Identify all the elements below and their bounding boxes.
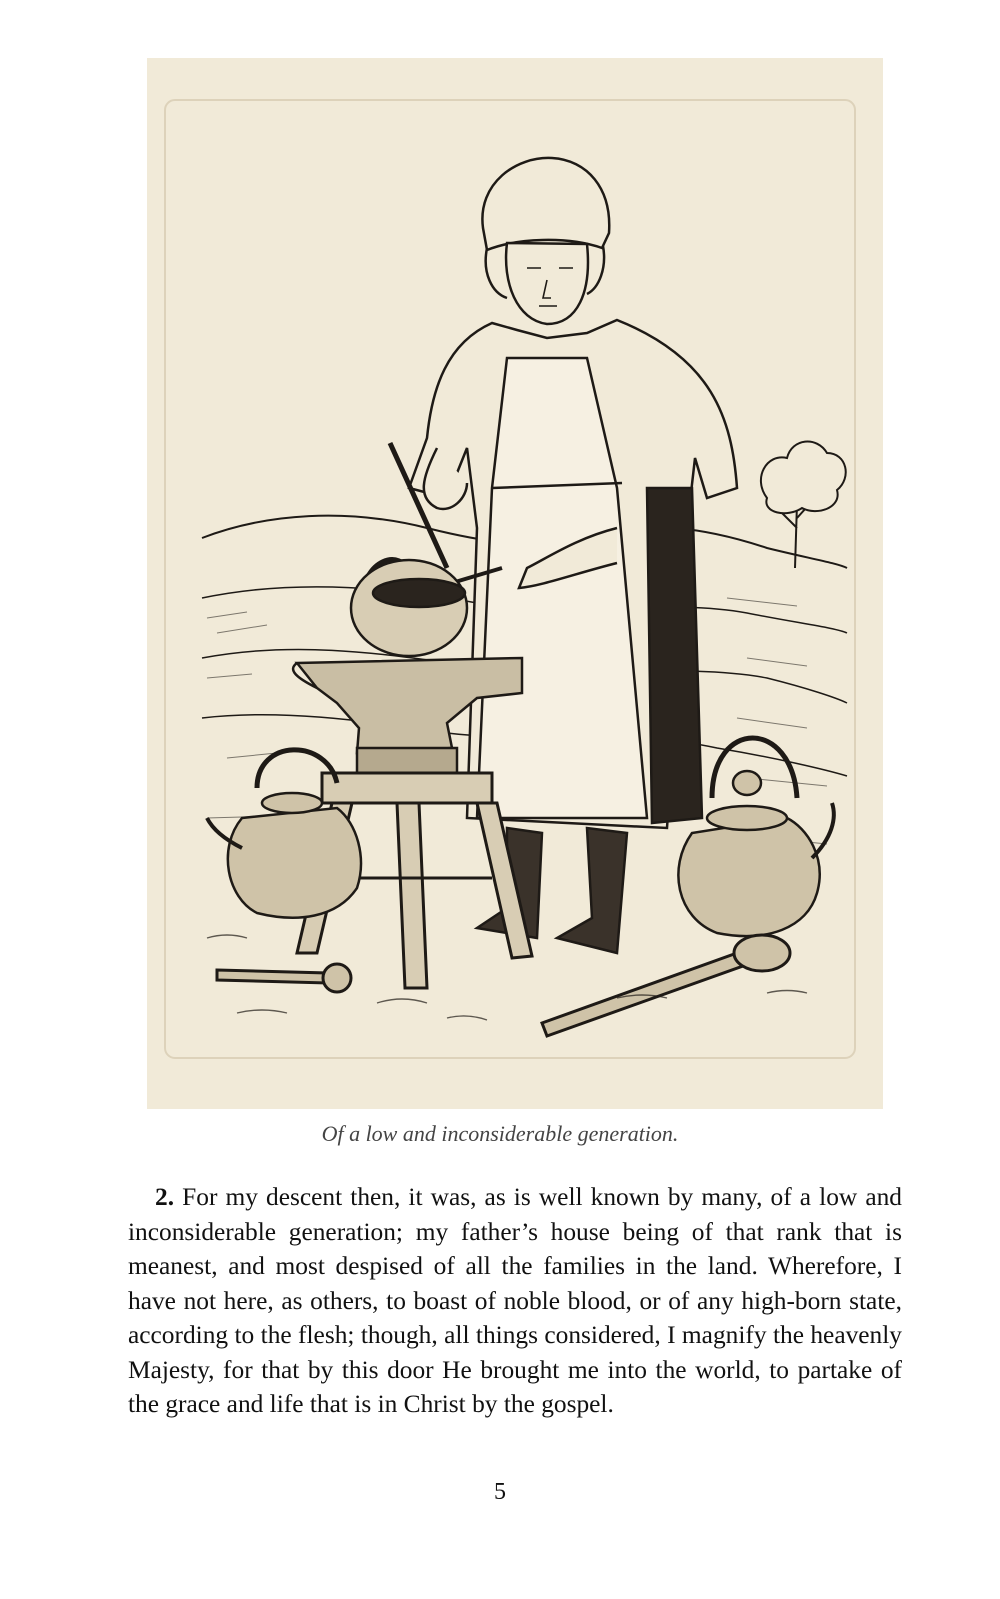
- tinker-figure: [409, 158, 737, 953]
- tinker-engraving: [147, 58, 883, 1109]
- pot: [351, 560, 467, 656]
- paragraph-text: For my descent then, it was, as is well known by many, of a low and inconsiderable generation; my father’s house being of that rank that is meanest, and most despised of all the families in the land. Wherefore, I have not here, as others, to boast of noble blood, or of any high-born state, according to the flesh; though, all things considered, I magnify the heavenly Majesty, for that by this door He brought me into the world, to partake of the grace and life that is in Christ by the gospel.: [128, 1183, 902, 1418]
- paragraph-number: 2.: [155, 1183, 175, 1211]
- page-number: 5: [494, 1479, 506, 1505]
- body-paragraph: [128, 1180, 902, 1422]
- illustration-plate: [147, 58, 883, 1109]
- illustration-caption: Of a low and inconsiderable generation.: [321, 1121, 679, 1146]
